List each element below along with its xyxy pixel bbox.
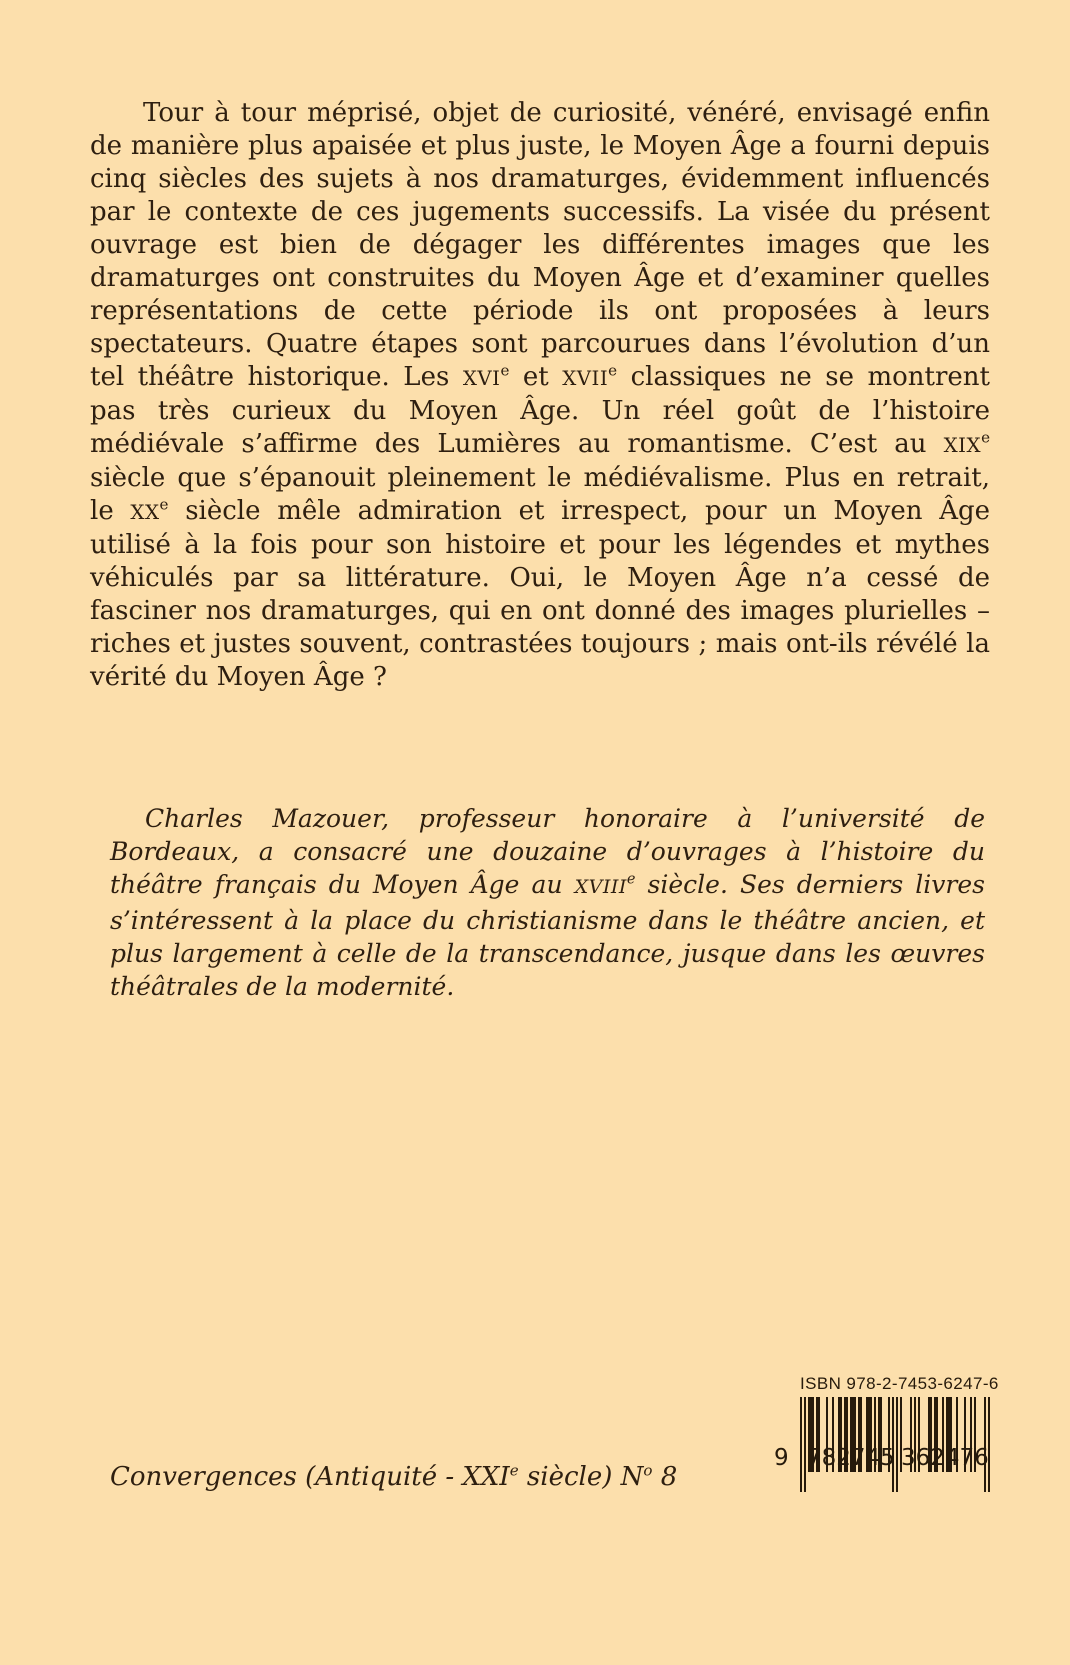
superscript-ordinal: e xyxy=(626,871,636,888)
isbn-block xyxy=(774,1374,999,1492)
superscript-ordinal: e xyxy=(500,361,510,380)
superscript-ordinal: e xyxy=(509,1461,519,1480)
barcode-digits xyxy=(774,1445,990,1471)
small-caps-numeral: XIX xyxy=(943,434,982,457)
small-caps-numeral: XVI xyxy=(462,367,501,390)
small-caps-numeral: XX xyxy=(130,501,160,524)
isbn-number: ISBN 978-2-7453-6247-6 xyxy=(800,1374,999,1393)
superscript-ordinal: e xyxy=(608,361,618,380)
superscript-ordinal: e xyxy=(981,428,990,447)
small-caps-numeral: XVII xyxy=(562,367,609,390)
superscript-ordinal: e xyxy=(159,495,169,514)
barcode-digit-prefix: 9 xyxy=(774,1445,789,1471)
series-label: Convergences (Antiquité - XXIe siècle) $N^o$ 8 xyxy=(110,1461,678,1492)
barcode-digit-group-2: 362476 xyxy=(901,1445,989,1471)
small-caps-numeral: XVIII xyxy=(574,876,627,898)
superscript-ordinal: o xyxy=(643,1461,653,1480)
author-bio-paragraph: Charles Mazouer, professeur honoraire à l’université de Bordeaux, a consacré une douzaine d’ouvrages à l’histoire du théâtre français du Moyen Âge au XVIIIe siècle. Ses derniers livres s’intéressent à la place du christianisme dans le théâtre ancien, et plus largement à celle de la transcendance, jusque dans les œuvres théâtrales de la modernité. xyxy=(110,804,985,1001)
barcode-digit-group-1: 782745 xyxy=(807,1445,895,1471)
synopsis-paragraph: Tour à tour méprisé, objet de curiosité, vénéré, envisagé enfin de manière plus apaisée et plus juste, le Moyen Âge a fourni depuis cinq siècles des sujets à nos dramaturges, évidemment influencés par le contexte de ces jugements successifs. La visée du présent ouvrage est bien de dégager les différentes images que les dramaturges ont construites du Moyen Âge et d’examiner quelles représentations de cette période ils ont proposées à leurs spectateurs. Quatre étapes sont parcourues dans l’évolution d’un tel théâtre historique. Les XVIe et XVIIe classiques ne se montrent pas très curieux du Moyen Âge. Un réel goût de l’histoire médiévale s’affirme des Lumières au romantisme. C’est au XIXe siècle que s’épanouit pleinement le médiévalisme. Plus en retrait, le XXe siècle mêle admiration et irrespect, pour un Moyen Âge utilisé à la fois pour son histoire et pour les légendes et mythes véhiculés par sa littérature. Oui, le Moyen Âge n’a cessé de fasciner nos dramaturges, qui en ont donné des images plurielles – riches et justes souvent, contrastées toujours ; mais ont-ils révélé la vérité du Moyen Âge ? xyxy=(90,98,991,692)
